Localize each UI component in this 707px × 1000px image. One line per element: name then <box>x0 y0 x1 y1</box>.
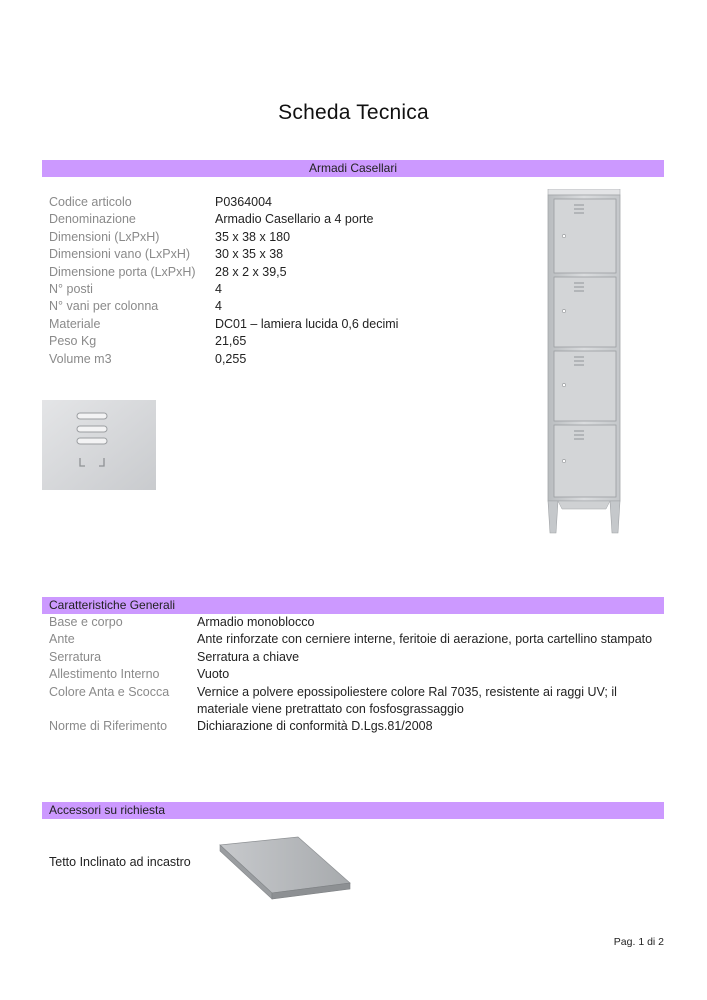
sloped-roof-image <box>216 833 354 903</box>
page-title: Scheda Tecnica <box>278 101 429 124</box>
gen-label: Base e corpo <box>49 615 123 629</box>
gen-row-colore <box>49 684 657 719</box>
spec-row-volume <box>49 351 398 368</box>
gen-label: Serratura <box>49 649 102 664</box>
gen-row-norme <box>49 718 657 735</box>
gen-row-base <box>49 614 657 631</box>
spec-label: Dimensioni vano (LxPxH) <box>49 247 191 262</box>
gen-value: Vuoto <box>197 667 230 682</box>
spec-row-dimensioni <box>49 229 398 246</box>
spec-label: N° posti <box>49 281 93 296</box>
spec-value: 4 <box>215 281 222 296</box>
gen-value: Armadio monoblocco <box>197 615 315 629</box>
gen-label: Ante <box>49 632 75 647</box>
spec-row-vani <box>49 298 398 315</box>
spec-label: Codice articolo <box>49 195 132 209</box>
gen-value: Serratura a chiave <box>197 649 300 664</box>
section-header-accessori: Accessori su richiesta <box>42 802 664 819</box>
spec-value: DC01 – lamiera lucida 0,6 decimi <box>215 316 399 331</box>
spec-row-codice <box>49 194 398 211</box>
door-detail-image <box>42 400 156 490</box>
accessory-label: Tetto Inclinato ad incastro <box>49 855 191 869</box>
gen-label: Norme di Riferimento <box>49 719 168 734</box>
spec-value: 4 <box>215 299 222 314</box>
gen-row-serratura <box>49 649 657 666</box>
spec-value: 0,255 <box>215 351 247 366</box>
spec-row-dimensioni-vano <box>49 246 398 263</box>
gen-value: Vernice a polvere epossipoliestere colore Ral 7035, resistente ai raggi UV; il materiale viene pretrattato con fosfosgrassaggio <box>197 684 617 717</box>
spec-label: Denominazione <box>49 212 136 227</box>
spec-label: Materiale <box>49 316 101 331</box>
gen-value: Dichiarazione di conformità D.Lgs.81/2008 <box>197 719 433 734</box>
spec-value: 35 x 38 x 180 <box>215 229 291 244</box>
locker-cabinet-image <box>540 189 626 535</box>
spec-value: 28 x 2 x 39,5 <box>215 264 287 279</box>
spec-label: N° vani per colonna <box>49 299 159 314</box>
spec-row-materiale <box>49 316 398 333</box>
spec-row-dimensione-porta <box>49 264 398 281</box>
spec-row-posti <box>49 281 398 298</box>
page-number: Pag. 1 di 2 <box>613 936 664 948</box>
spec-value: 30 x 35 x 38 <box>215 247 284 262</box>
gen-row-allestimento <box>49 666 657 683</box>
spec-label: Peso Kg <box>49 334 97 349</box>
gen-label: Colore Anta e Scocca <box>49 684 170 699</box>
section-header-armadi-casellari: Armadi Casellari <box>42 160 664 177</box>
spec-table <box>49 194 398 368</box>
spec-row-denominazione <box>49 211 398 228</box>
gen-row-ante <box>49 631 657 648</box>
spec-label: Volume m3 <box>49 351 112 366</box>
gen-label: Allestimento Interno <box>49 667 160 682</box>
spec-value: 21,65 <box>215 334 247 349</box>
gen-value: Ante rinforzate con cerniere interne, feritoie di aerazione, porta cartellino stampato <box>197 632 653 647</box>
spec-row-peso <box>49 333 398 350</box>
spec-label: Dimensione porta (LxPxH) <box>49 264 196 279</box>
general-characteristics-table <box>49 614 657 736</box>
spec-value: Armadio Casellario a 4 porte <box>215 212 374 227</box>
spec-label: Dimensioni (LxPxH) <box>49 229 160 244</box>
section-header-caratteristiche: Caratteristiche Generali <box>42 597 664 614</box>
spec-value: P0364004 <box>215 195 273 209</box>
